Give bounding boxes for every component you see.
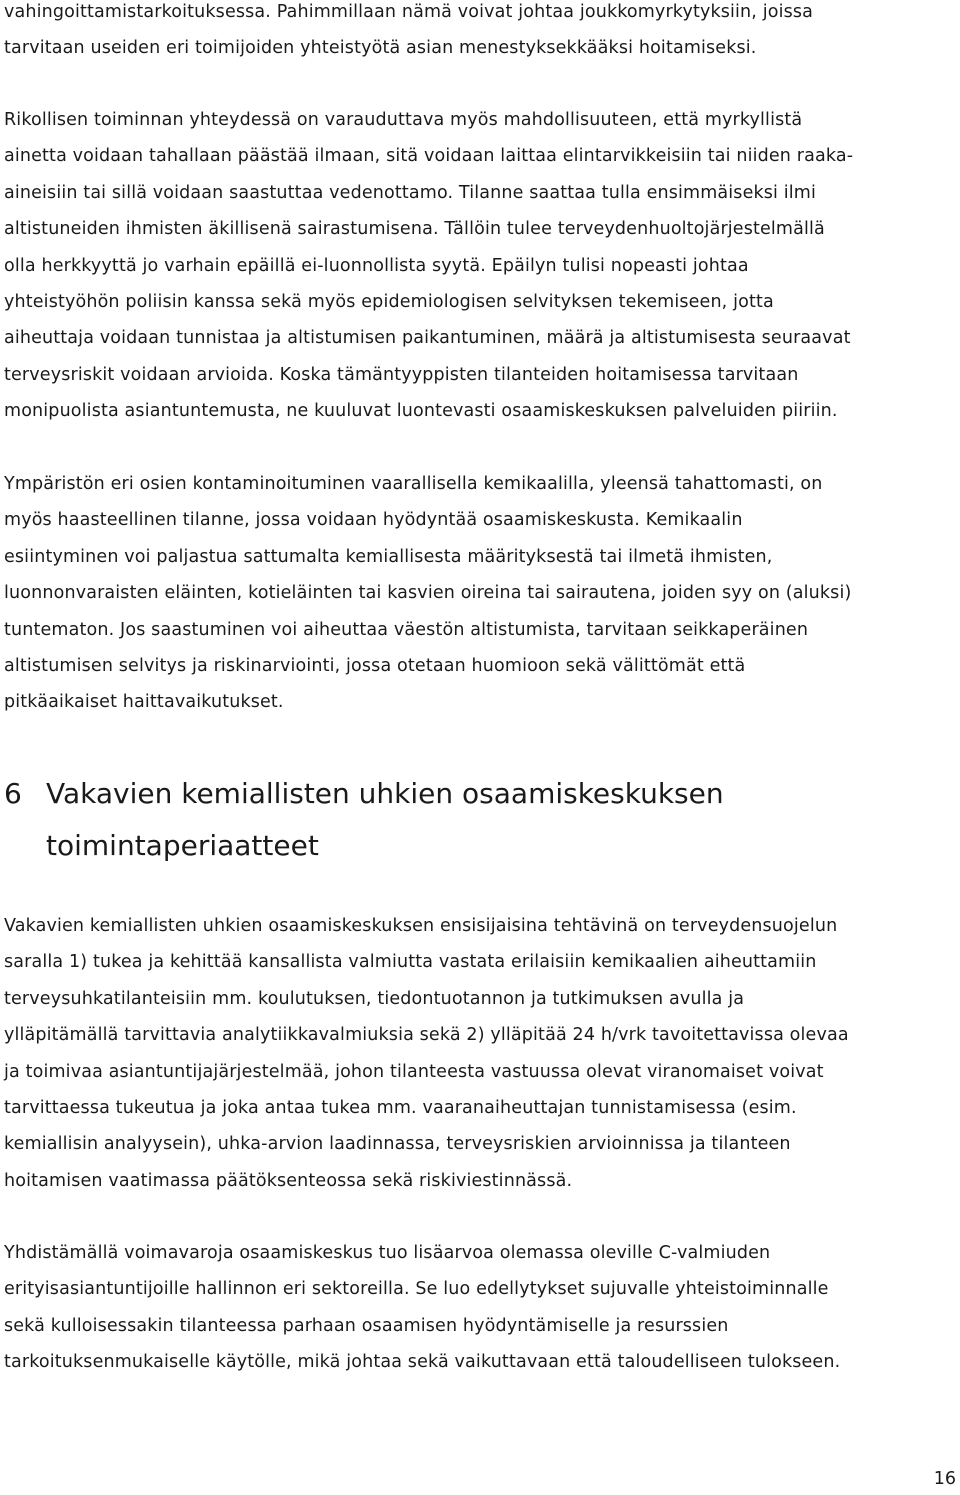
text-line: Vakavien kemiallisten uhkien osaamiskeskuksen ensisijaisina tehtävinä on terveydensuojelun — [4, 916, 838, 936]
text-line: kemiallisin analyysein), uhka-arvion laadinnassa, terveysriskien arvioinnissa ja tilanteen — [4, 1134, 791, 1155]
text-line: esiintyminen voi paljastua sattumalta kemiallisesta määrityksestä tai ilmetä ihmisten, — [4, 546, 773, 567]
paragraph-combined-resources — [4, 1235, 956, 1381]
text-line: tarkoituksenmukaiselle käytölle, mikä johtaa sekä vaikuttavaan että taloudelliseen tulokseen. — [4, 1352, 841, 1373]
text-line: tarvitaan useiden eri toimijoiden yhteistyötä asian menestyksekkääksi hoitamiseksi. — [4, 38, 757, 59]
text-line: terveysriskit voidaan arvioida. Koska tämäntyyppisten tilanteiden hoitamisessa tarvitaan — [4, 364, 799, 385]
text-line: altistumisen selvitys ja riskinarviointi, jossa otetaan huomioon sekä välittömät että — [4, 656, 746, 677]
text-line: myös haasteellinen tilanne, jossa voidaan hyödyntää osaamiskeskusta. Kemikaalin — [4, 510, 743, 531]
section-number: 6 — [4, 777, 22, 810]
paragraph-primary-tasks — [4, 908, 956, 1199]
text-line: ainetta voidaan tahallaan päästää ilmaan, sitä voidaan laittaa elintarvikkeisiin tai niiden raaka- — [4, 146, 854, 167]
text-line: tarvittaessa tukeutua ja joka antaa tukea mm. vaaranaiheuttajan tunnistamisessa (esim. — [4, 1098, 797, 1119]
text-line: saralla 1) tukea ja kehittää kansallista valmiutta vastata erilaisiin kemikaalien aiheuttamiin — [4, 952, 817, 973]
heading-text: Vakavien kemiallisten uhkien osaamiskeskuksen — [46, 777, 724, 810]
page-number: 16 — [933, 1469, 956, 1489]
text-line: luonnonvaraisten eläinten, kotieläinten tai kasvien oireina tai sairautena, joiden syy on (aluksi) — [4, 583, 852, 604]
text-line: ylläpitämällä tarvittavia analytiikkavalmiuksia sekä 2) ylläpitää 24 h/vrk tavoitettavissa olevaa — [4, 1025, 849, 1046]
text-line: pitkäaikaiset haittavaikutukset. — [4, 692, 284, 713]
paragraph-intro-continuation — [4, 0, 956, 67]
text-line: aiheuttaja voidaan tunnistaa ja altistumisen paikantuminen, määrä ja altistumisesta seuraavat — [4, 328, 851, 349]
paragraph-criminal-activity — [4, 102, 956, 430]
text-line: Rikollisen toiminnan yhteydessä on varauduttava myös mahdollisuuteen, että myrkyllistä — [4, 110, 803, 130]
heading-line — [4, 768, 904, 820]
text-line: altistuneiden ihmisten äkillisenä sairastumisena. Tällöin tulee terveydenhuoltojärjestelmällä — [4, 219, 825, 240]
text-line: terveysuhkatilanteisiin mm. koulutuksen, tiedontuotannon ja tutkimuksen avulla ja — [4, 988, 745, 1009]
text-line: ja toimivaa asiantuntijajärjestelmää, johon tilanteesta vastuussa olevat viranomaiset voivat — [4, 1061, 824, 1082]
text-line: yhteistyöhön poliisin kanssa sekä myös epidemiologisen selvityksen tekemiseen, jotta — [4, 292, 774, 313]
section-heading — [4, 768, 904, 872]
text-line: erityisasiantuntijoille hallinnon eri sektoreilla. Se luo edellytykset sujuvalle yhteistoiminnalle — [4, 1279, 829, 1300]
text-line: Yhdistämällä voimavaroja osaamiskeskus tuo lisäarvoa olemassa oleville C-valmiuden — [4, 1243, 771, 1263]
text-line: aineisiin tai sillä voidaan saastuttaa vedenottamo. Tilanne saattaa tulla ensimmäiseksi ilmi — [4, 182, 817, 203]
text-line: Ympäristön eri osien kontaminoituminen vaarallisella kemikaalilla, yleensä tahattomasti, on — [4, 474, 823, 494]
text-line: monipuolista asiantuntemusta, ne kuuluvat luontevasti osaamiskeskuksen palveluiden piiriin. — [4, 401, 838, 422]
text-line: hoitamisen vaatimassa päätöksenteossa sekä riskiviestinnässä. — [4, 1170, 573, 1191]
text-line: sekä kulloisessakin tilanteessa parhaan osaamisen hyödyntämiselle ja resurssien — [4, 1315, 729, 1336]
text-line: olla herkkyyttä jo varhain epäillä ei-luonnollista syytä. Epäilyn tulisi nopeasti johtaa — [4, 255, 749, 276]
text-line: tuntematon. Jos saastuminen voi aiheuttaa väestön altistumista, tarvitaan seikkaperäinen — [4, 619, 809, 640]
heading-line: toimintaperiaatteet — [46, 829, 319, 862]
paragraph-environmental-contamination — [4, 466, 956, 721]
text-line: vahingoittamistarkoituksessa. Pahimmillaan nämä voivat johtaa joukkomyrkytyksiin, joissa — [4, 2, 814, 22]
